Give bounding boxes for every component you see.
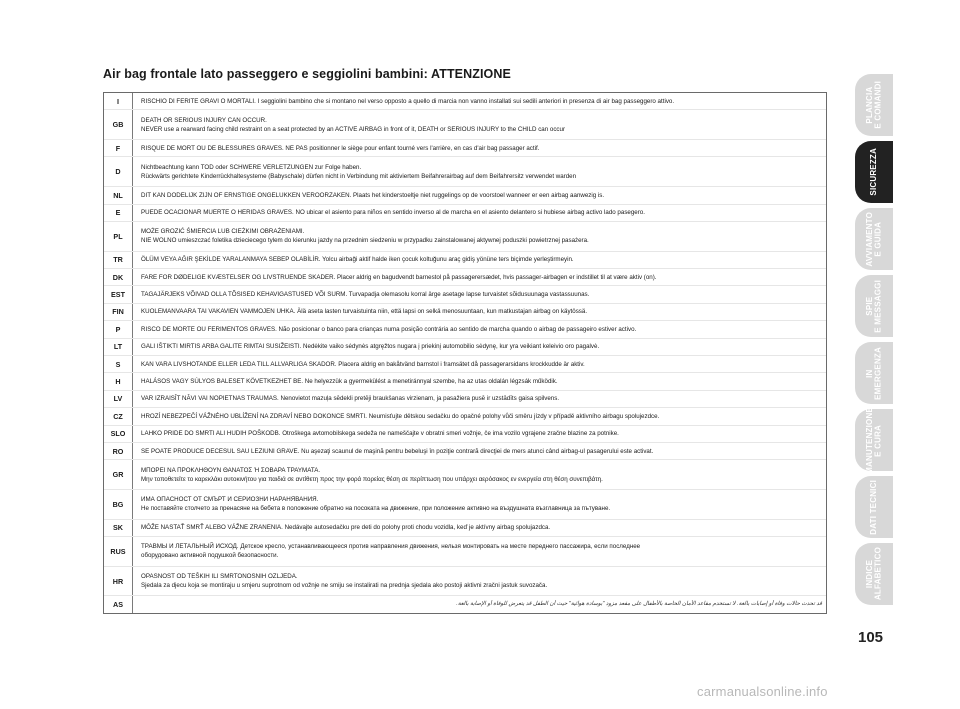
table-row — [104, 442, 826, 459]
language-code: P — [104, 321, 133, 337]
language-code: EST — [104, 286, 133, 302]
warning-line-1: SE POATE PRODUCE DECESUL SAU LEZIUNI GRAVE. Nu aşezaţi scaunul de maşină pentru bebeluşi în poziţie contrară direcţiei de mers atunci când airbag-ul pasagerului este activat. — [141, 447, 654, 455]
warning-line-1: RISQUE DE MORT OU DE BLESSURES GRAVES. NE PAS positionner le siège pour enfant tourné vers l'arrière, en cas d'air bag passager actif. — [141, 144, 540, 152]
warning-text — [133, 208, 826, 217]
language-code: NL — [104, 187, 133, 203]
tab-label: MANUTENZIONE E CURA — [864, 406, 882, 474]
language-code: SK — [104, 520, 133, 536]
tab-label: AVVIAMENTO E GUIDA — [864, 211, 882, 267]
tab-manutenzione-e-cura[interactable] — [855, 406, 893, 474]
language-code: S — [104, 356, 133, 372]
tab-label: INDICE ALFABETICO — [864, 547, 882, 601]
warning-line-1: MÔŽE NASTAŤ SMRŤ ALEBO VÁŽNE ZRANENIA. Nedávajte autosedačku pre deti do polohy proti chodu vozidla, keď je aktívny airbag spolujazdca. — [141, 524, 551, 532]
language-code: RO — [104, 443, 133, 459]
warning-text — [133, 116, 826, 134]
watermark: carmanualsonline.info — [697, 684, 828, 699]
warning-text — [133, 600, 826, 609]
warning-line-1: PUEDE OCACIONAR MUERTE O HERIDAS GRAVES. NO ubicar el asiento para niños en sentido inverso al de marcha en el asiento delantero si hubiese airbag activo lado pasegero. — [141, 209, 645, 217]
warning-text — [133, 255, 826, 264]
language-code: GR — [104, 460, 133, 489]
warning-text — [133, 394, 826, 403]
language-code: LV — [104, 391, 133, 407]
language-code: I — [104, 93, 133, 109]
tab-in-emergenza[interactable] — [855, 342, 893, 404]
page-number: 105 — [858, 629, 884, 646]
language-code: RUS — [104, 537, 133, 566]
table-row — [104, 221, 826, 251]
tab-avviamento-e-guida[interactable] — [855, 208, 893, 270]
table-row — [104, 338, 826, 355]
warning-text — [133, 377, 826, 386]
table-row — [104, 139, 826, 156]
table-row — [104, 536, 826, 566]
tab-sicurezza[interactable] — [855, 141, 893, 203]
warning-text — [133, 273, 826, 282]
language-code: AS — [104, 596, 133, 612]
warning-text — [133, 412, 826, 421]
language-code: DK — [104, 269, 133, 285]
warning-text — [133, 290, 826, 299]
tab-label: SPIE E MESSAGGI — [864, 279, 882, 333]
warning-line-1: GALI IŠTIKTI MIRTIS ARBA GALITE RIMTAI SUSIŽEISTI. Nedėkite vaiko sėdynės atgręžtos nugara į priekinį automobilio sėdynę, kur yra veikiant keleivio oro pagalvė. — [141, 343, 600, 351]
tab-indice-alfabetico[interactable] — [855, 543, 893, 605]
warning-line-1: FARE FOR DØDELIGE KVÆSTELSER OG LIVSTRUENDE SKADER. Placer aldrig en bagudvendt barnestol på passagerersædet, hvis passager-airbagen er indstillet til at være aktiv (on). — [141, 273, 657, 281]
language-code: SLO — [104, 426, 133, 442]
warning-line-2: Rückwärts gerichtete Kinderrückhaltesysteme (Babyschale) dürfen nicht in Verbindung mit aktiviertem Beifahrerairbag auf dem Beifahrersitz verwendet warden — [141, 172, 577, 180]
tab-plancia-e-comandi[interactable] — [855, 74, 893, 136]
table-row — [104, 320, 826, 337]
language-code: CZ — [104, 408, 133, 424]
warning-text — [133, 429, 826, 438]
warning-line-1: ÖLÜM VEYA AĞIR ŞEKİLDE YARALANMAYA SEBEP OLABİLİR. Yolcu airbaği aktif halde iken çocuk koltuğunu araç gidiş yönüne ters biçimde yerleştirmeyin. — [141, 256, 574, 264]
table-row — [104, 251, 826, 268]
table-row — [104, 303, 826, 320]
warning-line-1: RISCHIO DI FERITE GRAVI O MORTALI. I seggiolini bambino che si montano nel verso opposto a quello di marcia non vanno installati sui sedili anteriori in presenza di air bag passeggero attivo. — [141, 97, 675, 105]
warning-text — [133, 495, 826, 513]
warning-text — [133, 163, 826, 181]
table-row — [104, 489, 826, 519]
warning-table — [103, 92, 827, 614]
warning-line-2: оборудовано активной подушкой безопасности. — [141, 552, 279, 560]
warning-line-2: Не поставяйте столчето за пренасяне на бебета в положение обратно на посоката на движение, при положение активно на въздушната възглавница за пътуване. — [141, 505, 611, 513]
warning-line-2: Μην τοποθετείτε το καρεκλάκι αυτοκινήτου για παιδιά σε αντίθετη προς την φορά πορείας θέση σε περίπτωση που υπάρχει αερόσακος εν ενεργεία στη θέση συνεπιβάτη. — [141, 475, 603, 483]
warning-text — [133, 227, 826, 245]
warning-text — [133, 97, 826, 106]
language-code: FIN — [104, 304, 133, 320]
warning-line-1: Nichtbeachtung kann TOD oder SCHWERE VERLETZUNGEN zur Folge haben. — [141, 163, 362, 171]
warning-text — [133, 360, 826, 369]
tab-label: PLANCIA E COMANDI — [864, 81, 882, 129]
table-row — [104, 93, 826, 109]
warning-line-1: ТРАВМЫ И ЛЕТАЛЬНЫЙ ИСХОД. Детское кресло, устанавливающееся против направления движения, нельзя монтировать на месте переднего пассажира, если последнее — [141, 543, 641, 551]
warning-line-1: قد تحدث حالات وفاة أو إصابات بالغة. لا تستخدم مقاعد الأمان الخاصة بالأطفال على مقعد مزود "بوسادة هوائية" حيث أن الطفل قد يتعرض للوفاة أو الإصابة بالغة. — [456, 601, 822, 608]
warning-text — [133, 144, 826, 153]
warning-text — [133, 447, 826, 456]
warning-line-2: NEVER use a rearward facing child restraint on a seat protected by an ACTIVE AIRBAG in front of it, DEATH or SERIOUS INJURY to the CHILD can occur — [141, 125, 566, 133]
tab-dati-tecnici[interactable] — [855, 476, 893, 538]
tab-label: DATI TECNICI — [868, 479, 878, 535]
warning-line-1: DEATH OR SERIOUS INJURY CAN OCCUR. — [141, 116, 267, 124]
warning-line-1: LAHKO PRIDE DO SMRTI ALI HUDIH POŠKODB. Otroškega avtomobilskega sedeža ne nameščajte v obratni smeri vožnje, če ima vozilo vgrajene zračne blazine za potnike. — [141, 430, 619, 438]
page-title: Air bag frontale lato passeggero e seggiolini bambini: ATTENZIONE — [103, 67, 511, 81]
warning-text — [133, 542, 826, 560]
table-row — [104, 156, 826, 186]
table-row — [104, 285, 826, 302]
language-code: D — [104, 157, 133, 186]
table-row — [104, 425, 826, 442]
language-code: HR — [104, 567, 133, 596]
table-row — [104, 186, 826, 203]
warning-line-1: MOŻE GROZIĆ ŚMIERCIA LUB CIEŻKIMI OBRAŻENIAMI. — [141, 228, 305, 236]
language-code: H — [104, 373, 133, 389]
warning-text — [133, 325, 826, 334]
warning-line-1: HALÁSOS VAGY SÚLYOS BALESET KÖVETKEZHET BE. Ne helyezzük a gyermekülést a menetiránnyal szembe, ha az utas oldalán légzsák működik. — [141, 378, 558, 386]
warning-line-1: RISCO DE MORTE OU FERIMENTOS GRAVES. Não posicionar o banco para crianças numa posição contrária ao sentido de marcha quando o airbag de passageiro estiver activo. — [141, 325, 637, 333]
warning-text — [133, 572, 826, 590]
language-code: E — [104, 205, 133, 221]
warning-text — [133, 466, 826, 484]
warning-line-1: VAR IZRAISĪT NĀVI VAI NOPIETNAS TRAUMAS. Nenovietot mazuļa sēdekli pretēji braukšanas virzienam, ja pasažiera pusē ir uzstādīts gaisa spilvens. — [141, 395, 560, 403]
table-row — [104, 519, 826, 536]
table-row — [104, 355, 826, 372]
warning-text — [133, 342, 826, 351]
warning-text — [133, 191, 826, 200]
tab-label: IN EMERGENZA — [864, 346, 882, 400]
warning-line-1: HROZÍ NEBEZPEČÍ VÁŽNÉHO UBLÍŽENÍ NA ZDRAVÍ NEBO DOKONCE SMRTI. Neumisťujte dětskou sedačku do opačné polohy vůči směru jízdy v případě aktivního airbagu spolujezdce. — [141, 412, 660, 420]
language-code: TR — [104, 252, 133, 268]
tab-spie-e-messaggi[interactable] — [855, 275, 893, 337]
table-row — [104, 390, 826, 407]
warning-text — [133, 307, 826, 316]
table-row — [104, 109, 826, 139]
warning-line-1: ΜΠΟΡΕΙ ΝΑ ΠΡΟΚΛΗΘΟΥΝ ΘΑΝΑΤΟΣ Ή ΣΟΒΑΡΑ ΤΡΑΥΜΑΤΑ. — [141, 466, 321, 474]
warning-line-1: KAN VARA LIVSHOTANDE ELLER LEDA TILL ALLVARLIGA SKADOR. Placera aldrig en bakåtvänd barnstol i framsätet då passagerarsidans krockkudde är aktiv. — [141, 360, 585, 368]
language-code: LT — [104, 339, 133, 355]
language-code: F — [104, 140, 133, 156]
warning-text — [133, 523, 826, 532]
warning-line-1: OPASNOST OD TEŠKIH ILI SMRTONOSNIH OZLJEDA. — [141, 573, 298, 581]
warning-line-2: NIE WOLNO umieszczać foletika dzieciecego tylem do kierunku jazdy na przednim siedzeniu w przypadku zainstalowanej aktywnej poduszki powietrznej pasażera. — [141, 237, 589, 245]
table-row — [104, 407, 826, 424]
warning-line-2: Sjedala za djecu koja se montiraju u smjeru suprotnom od vožnje ne smiju se instalirati na prednja sjedala ako postoji aktivni zračni jastuk suvozača. — [141, 582, 548, 590]
table-row — [104, 595, 826, 612]
table-row — [104, 459, 826, 489]
warning-line-1: TAGAJÄRJEKS VÕIVAD OLLA TÕSISED KEHAVIGASTUSED VÕI SURM. Turvapadja olemasolu korral ärge asetage lapse turvaistet sõidusuunaga vastassuunas. — [141, 291, 590, 299]
table-row — [104, 204, 826, 221]
language-code: GB — [104, 110, 133, 139]
warning-line-1: KUOLEMANVAARA TAI VAKAVIEN VAMMOJEN UHKA. Älä aseta lasten turvaistuinta niin, että lapsi on selkä menosuuntaan, kun matkustajan airbag on käytössä. — [141, 308, 588, 316]
language-code: PL — [104, 222, 133, 251]
warning-line-1: ИМА ОПАСНОСТ ОТ СМЪРТ И СЕРИОЗНИ НАРАНЯВАНИЯ. — [141, 496, 319, 504]
tab-label: SICUREZZA — [868, 148, 878, 196]
table-row — [104, 372, 826, 389]
language-code: BG — [104, 490, 133, 519]
table-row — [104, 268, 826, 285]
warning-line-1: DIT KAN DODELIJK ZIJN OF ERNSTIGE ONGELUKKEN VEROORZAKEN. Plaats het kinderstoeltje niet ruggelings op de voorstoel wanneer er een airbag aanwezig is. — [141, 191, 605, 199]
table-row — [104, 566, 826, 596]
